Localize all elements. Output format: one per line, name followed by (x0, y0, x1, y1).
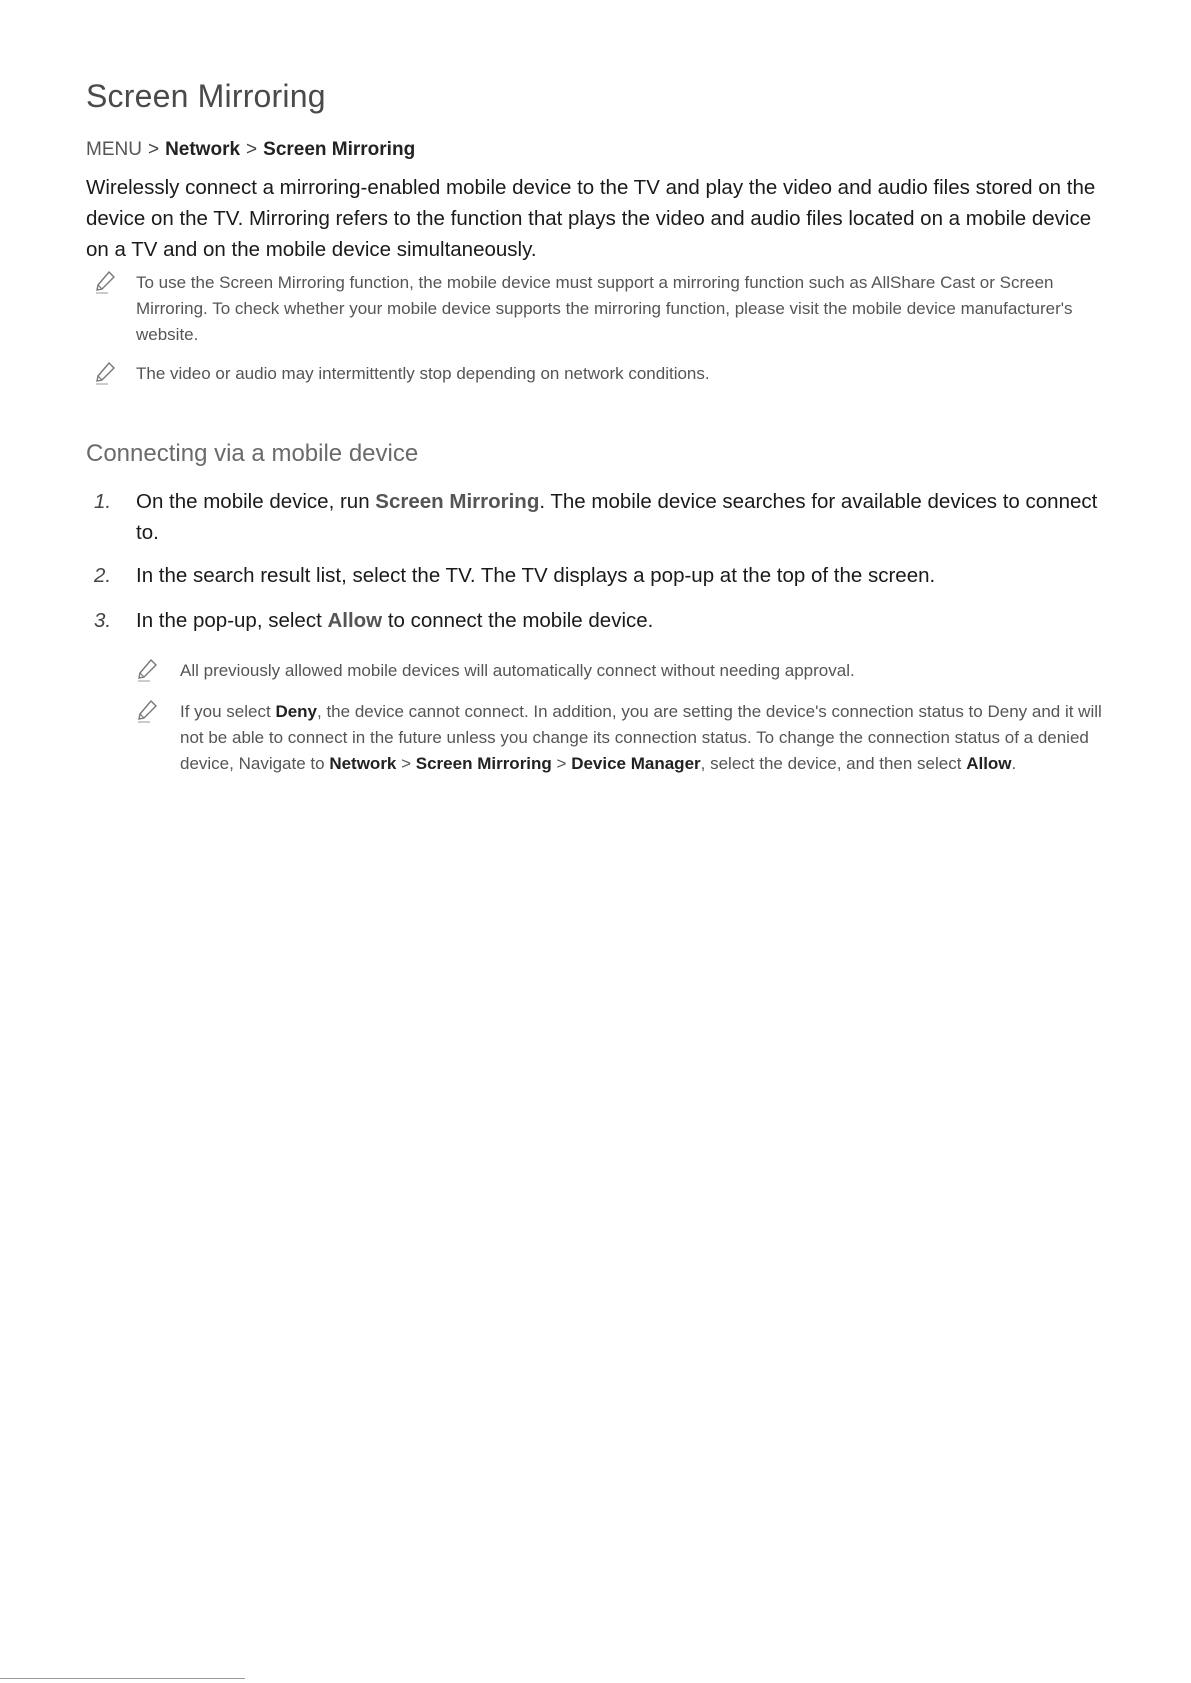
step-number: 1. (94, 490, 112, 513)
breadcrumb-screen-mirroring: Screen Mirroring (263, 139, 416, 160)
step-number: 3. (94, 609, 112, 632)
footer-rule (0, 1678, 245, 1679)
step-3 (94, 605, 1106, 636)
section-title: Connecting via a mobile device (86, 440, 419, 467)
sub-note (180, 699, 1110, 777)
step-text-before: In the pop-up, select (136, 609, 328, 632)
step-number: 2. (94, 564, 112, 587)
note-text: The video or audio may intermittently stop depending on network conditions. (136, 364, 710, 383)
sub-note-text: , select the device, and then select (700, 754, 967, 773)
note (136, 361, 1106, 387)
step-keyword: Screen Mirroring (375, 490, 540, 513)
network-keyword: Network (329, 754, 397, 773)
breadcrumb-separator: > (147, 139, 160, 160)
note (136, 270, 1106, 348)
step-2 (94, 560, 1106, 591)
screen-mirroring-keyword: Screen Mirroring (415, 754, 552, 773)
step-text-after: . The mobile device searches for available devices to connect to. (136, 490, 1098, 544)
step-1 (94, 486, 1106, 548)
step-text-after: to connect the mobile device. (382, 609, 654, 632)
step-text: In the search result list, select the TV. The TV displays a pop-up at the top of the screen. (136, 564, 936, 587)
pencil-icon (135, 658, 159, 684)
sub-note-text: If you select (180, 702, 276, 721)
deny-keyword: Deny (275, 702, 318, 721)
pencil-icon (93, 270, 117, 296)
step-keyword: Allow (327, 609, 383, 632)
intro-paragraph: Wirelessly connect a mirroring-enabled mobile device to the TV and play the video and audio files stored on the device on the TV. Mirroring refers to the function that plays the video and audio files located on a mobile device on a TV and on the mobile device simultaneously. (86, 176, 1096, 261)
path-separator: > (551, 754, 572, 773)
sub-note-text: , the device cannot connect. In addition, you are setting the device's connection status to Deny and it will not be able to connect in the future unless you change its connection status. To change the connection status of a denied device, Navigate to (180, 702, 1102, 773)
path-separator: > (396, 754, 416, 773)
sub-note-text: . (1011, 754, 1017, 773)
breadcrumb (86, 139, 415, 161)
sub-note (180, 658, 1110, 684)
step-text-before: On the mobile device, run (136, 490, 376, 513)
page-title: Screen Mirroring (86, 78, 326, 114)
pencil-icon (93, 361, 117, 387)
pencil-icon (135, 699, 159, 725)
breadcrumb-separator: > (246, 139, 258, 160)
note-text: To use the Screen Mirroring function, the mobile device must support a mirroring function such as AllShare Cast or Screen Mirroring. To check whether your mobile device supports the mirroring function, please visit the mobile device manufacturer's website. (136, 273, 1073, 344)
sub-note-text: All previously allowed mobile devices will automatically connect without needing approval. (180, 661, 855, 680)
allow-keyword: Allow (966, 754, 1012, 773)
breadcrumb-network: Network (165, 139, 241, 160)
breadcrumb-menu: MENU (86, 139, 142, 160)
device-manager-keyword: Device Manager (571, 754, 701, 773)
